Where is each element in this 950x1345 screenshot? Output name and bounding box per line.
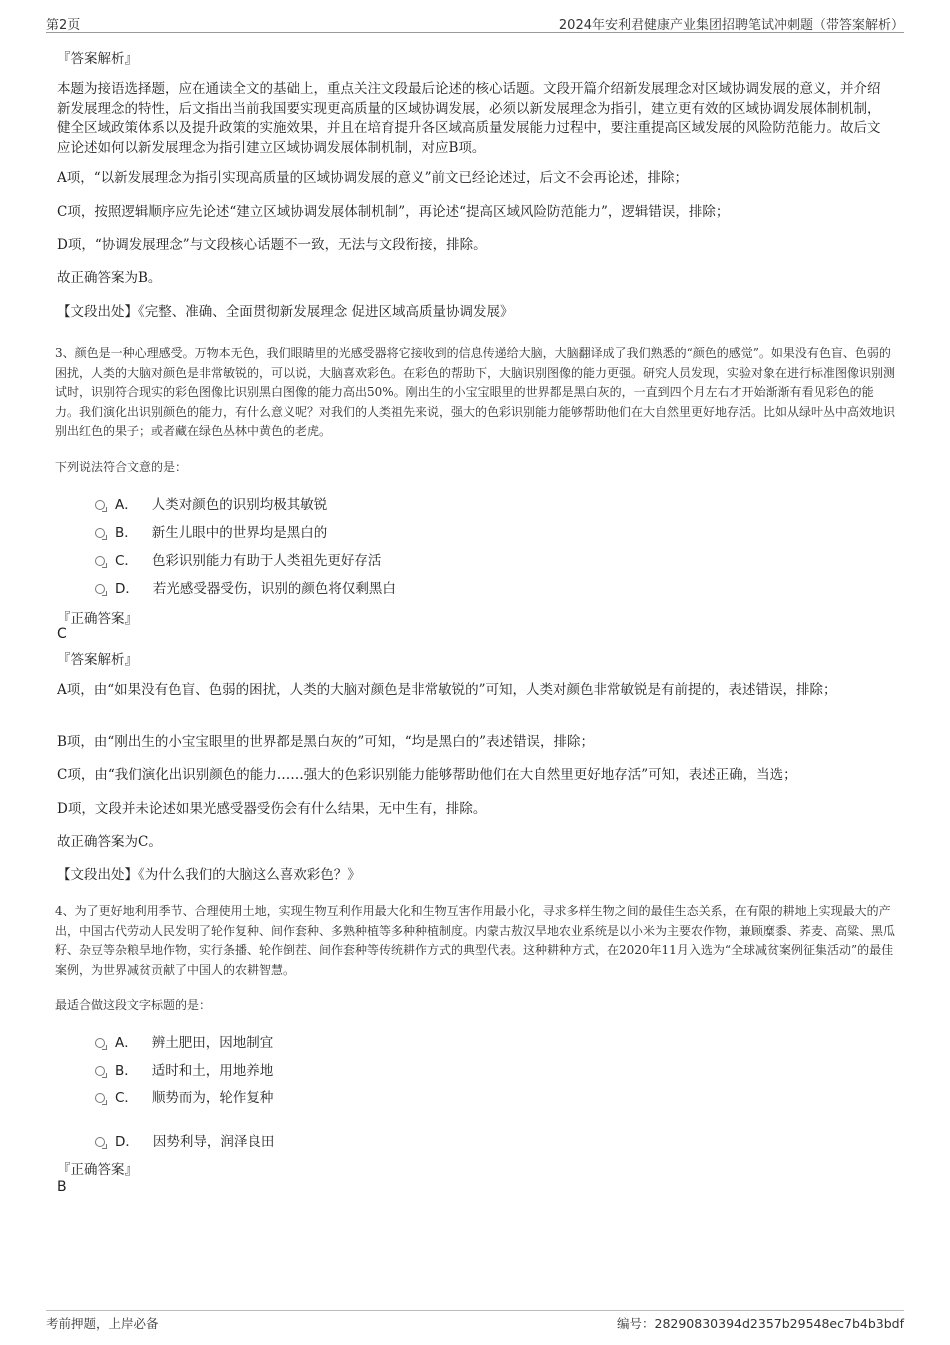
- q3-source: 【文段出处】《为什么我们的大脑这么喜欢彩色？》: [57, 867, 361, 883]
- q3-option-d[interactable]: [95, 577, 396, 597]
- option-key: C．: [115, 553, 138, 569]
- option-key: A．: [115, 497, 138, 513]
- option-text: 色彩识别能力有助于人类祖先更好存活: [151, 553, 382, 569]
- q3-answer: C: [57, 626, 67, 642]
- radio-icon[interactable]: [95, 528, 105, 538]
- q2-analysis-label: 『答案解析』: [57, 51, 138, 67]
- option-text: 新生儿眼中的世界均是黑白的: [151, 525, 328, 541]
- option-key: A．: [115, 1035, 138, 1051]
- radio-icon[interactable]: [95, 1093, 105, 1103]
- q3-point-b: B项，由“刚出生的小宝宝眼里的世界都是黑白灰的”可知，“均是黑白的”表述错误，排除；: [57, 734, 595, 750]
- option-key: B．: [115, 1063, 138, 1079]
- document-title: 2024年安利君健康产业集团招聘笔试冲刺题（带答案解析）: [558, 18, 904, 33]
- q4-option-a[interactable]: [95, 1031, 273, 1051]
- radio-icon[interactable]: [95, 584, 105, 594]
- radio-icon[interactable]: [95, 556, 105, 566]
- option-text: 顺势而为，轮作复种: [151, 1090, 274, 1106]
- q4-option-d[interactable]: [95, 1130, 274, 1150]
- q2-source: 【文段出处】《完整、准确、全面贯彻新发展理念 促进区域高质量协调发展》: [57, 304, 514, 320]
- footer-slogan: 考前押题，上岸必备: [46, 1316, 159, 1331]
- q4-question: 最适合做这段文字标题的是：: [55, 998, 212, 1012]
- q3-point-a: A项，由“如果没有色盲、色弱的困扰，人类的大脑对颜色是非常敏锐的”可知，人类对颜色非常敏锐是有前提的，表述错误，排除；: [57, 682, 837, 698]
- q4-option-c[interactable]: [95, 1086, 273, 1106]
- q4-passage: 4、为了更好地利用季节、合理使用土地，实现生物互利作用最大化和生物互害作用最小化，寻求多样生物之间的最佳生态关系，在有限的耕地上实现最大的产出，中国古代劳动人民发明了轮作复种、间作套种、多熟种植等多种种植制度。内蒙古敖汉旱地农业系统是以小米为主要农作物，兼顾糜黍、荞麦、高粱、黑瓜籽、杂豆等杂粮旱地作物，实行条播、轮作倒茬、间作套种等传统耕作方式的典型代表。这种耕种方式，在2020年11月入选为“全球减贫案例征集活动”的最佳案例，为世界减贫贡献了中国人的农耕智慧。: [55, 904, 896, 977]
- page-number: 第2页: [46, 18, 81, 33]
- radio-icon[interactable]: [95, 1137, 105, 1147]
- q3-option-a[interactable]: [95, 493, 327, 513]
- radio-icon[interactable]: [95, 1038, 105, 1048]
- option-text: 因势利导，润泽良田: [152, 1134, 275, 1150]
- q2-point-c: C项，按照逻辑顺序应先论述“建立区域协调发展体制机制”，再论述“提高区域风险防范能力”，逻辑错误，排除；: [57, 204, 730, 220]
- q3-option-c[interactable]: [95, 549, 381, 569]
- q3-option-b[interactable]: [95, 521, 327, 541]
- radio-icon[interactable]: [95, 500, 105, 510]
- option-text: 若光感受器受伤，识别的颜色将仅剩黑白: [152, 581, 396, 597]
- q3-answer-label: 『正确答案』: [57, 611, 138, 627]
- header-divider: [46, 32, 904, 33]
- q4-answer: B: [57, 1179, 67, 1195]
- option-text: 适时和土，用地养地: [151, 1063, 274, 1079]
- option-key: D．: [115, 581, 139, 597]
- footer-serial: 编号：28290830394d2357b29548ec7b4b3bdf: [617, 1316, 904, 1331]
- option-key: C．: [115, 1090, 138, 1106]
- q3-point-d: D项，文段并未论述如果光感受器受伤会有什么结果，无中生有，排除。: [57, 801, 487, 817]
- q3-analysis-label: 『答案解析』: [57, 652, 138, 668]
- q4-option-b[interactable]: [95, 1059, 273, 1079]
- q2-point-a: A项，“以新发展理念为指引实现高质量的区域协调发展的意义”前文已经论述过，后文不会再论述，排除；: [57, 170, 689, 186]
- footer-divider: [46, 1310, 904, 1311]
- q2-point-d: D项，“协调发展理念”与文段核心话题不一致，无法与文段衔接，排除。: [57, 237, 487, 253]
- q3-point-c: C项，由“我们演化出识别颜色的能力……强大的色彩识别能力能够帮助他们在大自然里更好地存活”可知，表述正确，当选；: [57, 767, 797, 783]
- q3-conclusion: 故正确答案为C。: [57, 834, 162, 850]
- radio-icon[interactable]: [95, 1066, 105, 1076]
- option-key: B．: [115, 525, 138, 541]
- q3-question: 下列说法符合文意的是：: [55, 460, 188, 474]
- q4-answer-label: 『正确答案』: [57, 1162, 138, 1178]
- q3-passage: 3、颜色是一种心理感受。万物本无色，我们眼睛里的光感受器将它接收到的信息传递给大脑，大脑翻译成了我们熟悉的“颜色的感觉”。如果没有色盲、色弱的困扰，人类的大脑对颜色是非常敏锐的，可以说，大脑喜欢彩色。在彩色的帮助下，大脑识别图像的能力更强。研究人员发现，实验对象在进行标准图像识别测试时，识别符合现实的彩色图像比识别黑白图像的能力高出50%。刚出生的小宝宝眼里的世界都是黑白灰的，一直到四个月左右才开始渐渐有看见彩色的能力。我们演化出识别颜色的能力，有什么意义呢？对我们的人类祖先来说，强大的色彩识别能力能够帮助他们在大自然里更好地存活。比如从绿叶丛中高效地识别出红色的果子；或者藏在绿色丛林中黄色的老虎。: [55, 346, 896, 438]
- q2-analysis-text: 本题为接语选择题，应在通读全文的基础上，重点关注文段最后论述的核心话题。文段开篇介绍新发展理念对区域协调发展的意义，并介绍新发展理念的特性，后文指出当前我国要实现更高质量的区域协调发展，必须以新发展理念为指引，建立更有效的区域协调发展体制机制，健全区域政策体系以及提升政策的实施效果，并且在培育提升各区域高质量发展能力过程中，要注重提高区域发展的风险防范能力。故后文应论述如何以新发展理念为指引建立区域协调发展体制机制，对应B项。: [57, 81, 881, 156]
- option-text: 辨土肥田，因地制宜: [151, 1035, 274, 1051]
- option-text: 人类对颜色的识别均极其敏锐: [151, 497, 328, 513]
- q2-conclusion: 故正确答案为B。: [57, 270, 162, 286]
- option-key: D．: [115, 1134, 139, 1150]
